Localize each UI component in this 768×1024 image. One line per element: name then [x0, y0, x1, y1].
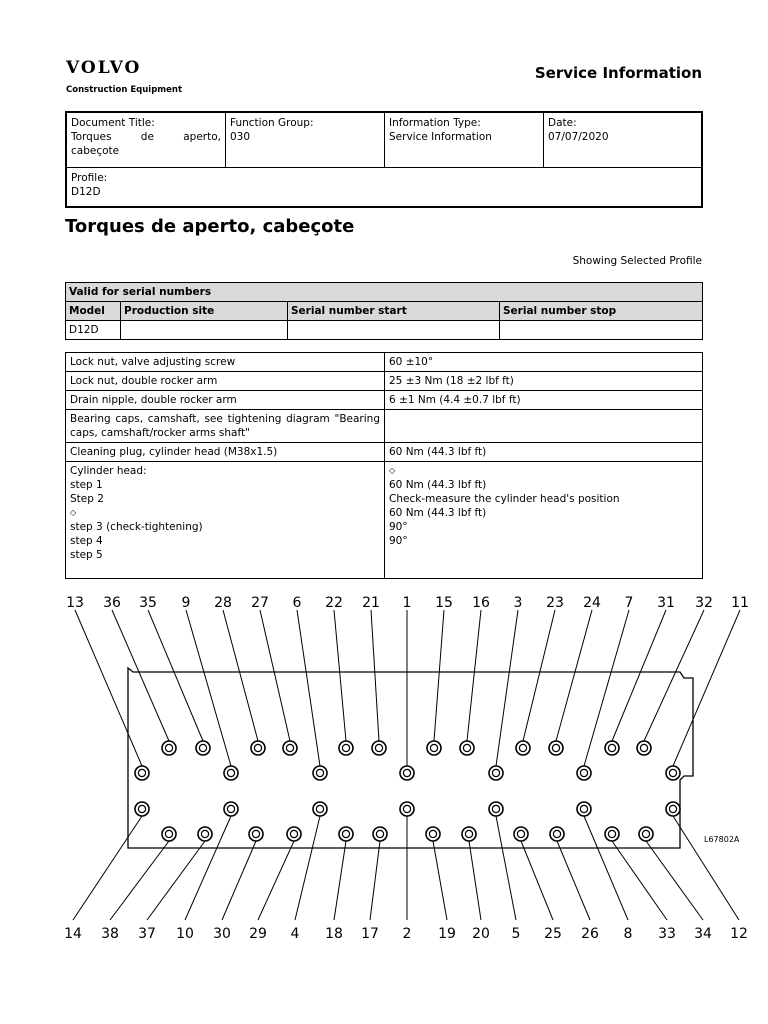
- leader-line: [612, 610, 666, 741]
- bolt-14: [135, 802, 149, 816]
- table-row: [66, 410, 703, 443]
- table-row: [66, 462, 703, 579]
- bolt-label-11: 11: [731, 595, 749, 611]
- bolt-label-8: 8: [623, 926, 633, 942]
- bolt-label-33: 33: [658, 926, 676, 942]
- bolt-2: [400, 802, 414, 816]
- bolt-label-38: 38: [101, 926, 119, 942]
- step-line: ◇: [70, 508, 77, 517]
- bolt-label-4: 4: [290, 926, 300, 942]
- leader-line: [260, 610, 290, 741]
- bolt-27: [283, 741, 297, 755]
- bolt-label-5: 5: [511, 926, 521, 942]
- bolt-38: [162, 827, 176, 841]
- bolt-label-19: 19: [438, 926, 456, 942]
- leader-line: [223, 610, 258, 741]
- bolt-label-22: 22: [325, 595, 343, 611]
- bolt-5: [489, 802, 503, 816]
- profile-cell: [66, 168, 702, 208]
- bolt-7: [577, 766, 591, 780]
- table-row: [66, 372, 703, 391]
- leader-line: [646, 841, 703, 920]
- leader-line: [673, 816, 739, 920]
- cylinder-head-values: [385, 462, 703, 579]
- col-production-site: Production site: [121, 302, 288, 321]
- leader-line: [434, 610, 444, 741]
- step-line: Cylinder head:: [70, 465, 147, 477]
- bolt-label-18: 18: [325, 926, 343, 942]
- value-line: ◇: [389, 466, 396, 475]
- leader-line: [557, 841, 590, 920]
- bolt-label-32: 32: [695, 595, 713, 611]
- volvo-logo: VOLVO: [66, 58, 142, 78]
- step-line: Step 2: [70, 493, 104, 505]
- bolt-6: [313, 766, 327, 780]
- doc-title-cell: [66, 112, 226, 168]
- bolt-22: [339, 741, 353, 755]
- leader-line: [673, 610, 740, 766]
- bolt-label-26: 26: [581, 926, 599, 942]
- bolt-1: [400, 766, 414, 780]
- bolt-label-27: 27: [251, 595, 269, 611]
- table-row: [66, 353, 703, 372]
- value-line: Check-measure the cylinder head's position: [389, 493, 620, 505]
- bolt-label-21: 21: [362, 595, 380, 611]
- bolt-label-31: 31: [657, 595, 675, 611]
- logo-subtitle: Construction Equipment: [66, 85, 183, 95]
- bolt-label-15: 15: [435, 595, 453, 611]
- showing-profile-note: Showing Selected Profile: [572, 255, 702, 267]
- bolt-label-17: 17: [361, 926, 379, 942]
- bolt-label-7: 7: [624, 595, 634, 611]
- bolt-label-9: 9: [181, 595, 191, 611]
- bolt-19: [426, 827, 440, 841]
- leader-line: [297, 610, 320, 766]
- serial-caption: Valid for serial numbers: [66, 283, 703, 302]
- bolt-34: [639, 827, 653, 841]
- leader-line: [644, 610, 704, 741]
- bolt-label-20: 20: [472, 926, 490, 942]
- leader-line: [222, 841, 256, 920]
- bolt-12: [666, 802, 680, 816]
- bolt-13: [135, 766, 149, 780]
- date-value: 07/07/2020: [548, 131, 609, 143]
- info-type-label: Information Type:: [389, 117, 481, 129]
- bolt-label-6: 6: [292, 595, 302, 611]
- bolt-label-30: 30: [213, 926, 231, 942]
- date-label: Date:: [548, 117, 577, 129]
- leader-line: [370, 841, 380, 920]
- function-group-value: 030: [230, 131, 251, 143]
- page-title: Torques de aperto, cabeçote: [65, 216, 355, 237]
- leader-line: [334, 610, 346, 741]
- bolt-37: [198, 827, 212, 841]
- leader-line: [147, 841, 205, 920]
- profile-value: D12D: [71, 186, 101, 198]
- leader-line: [112, 610, 169, 741]
- function-group-label: Function Group:: [230, 117, 314, 129]
- bolt-31: [605, 741, 619, 755]
- bolt-label-16: 16: [472, 595, 490, 611]
- leader-line: [496, 816, 516, 920]
- step-line: step 4: [70, 535, 103, 547]
- torque-item: Cleaning plug, cylinder head (M38x1.5): [66, 443, 385, 462]
- serial-numbers-table: [65, 282, 703, 340]
- diagram-reference: L67802A: [704, 835, 740, 844]
- table-row: [66, 443, 703, 462]
- table-cell: [121, 321, 288, 340]
- info-type-cell: [385, 112, 544, 168]
- bolt-label-29: 29: [249, 926, 267, 942]
- bolt-label-23: 23: [546, 595, 564, 611]
- bolt-label-12: 12: [730, 926, 748, 942]
- leader-line: [258, 841, 294, 920]
- value-line: 60 Nm (44.3 lbf ft): [389, 507, 487, 519]
- leader-line: [469, 841, 481, 920]
- torque-value: [385, 410, 703, 443]
- bolt-label-34: 34: [694, 926, 712, 942]
- leader-line: [523, 610, 555, 741]
- leader-line: [75, 610, 142, 766]
- bolt-label-14: 14: [64, 926, 82, 942]
- bolt-35: [196, 741, 210, 755]
- torque-value: 25 ±3 Nm (18 ±2 lbf ft): [385, 372, 703, 391]
- bolt-10: [224, 802, 238, 816]
- info-type-value: Service Information: [389, 131, 492, 143]
- bolt-label-1: 1: [402, 595, 412, 611]
- leader-line: [612, 841, 667, 920]
- leader-line: [73, 816, 142, 920]
- doc-title-label: Document Title:: [71, 117, 155, 129]
- cylinder-head-steps: [66, 462, 385, 579]
- value-line: 60 Nm (44.3 lbf ft): [389, 479, 487, 491]
- leader-line: [371, 610, 379, 741]
- bolt-16: [460, 741, 474, 755]
- bolt-15: [427, 741, 441, 755]
- bolt-label-10: 10: [176, 926, 194, 942]
- bolt-30: [249, 827, 263, 841]
- doc-title-line2: cabeçote: [71, 145, 120, 157]
- leader-line: [433, 841, 447, 920]
- col-serial-start: Serial number start: [288, 302, 500, 321]
- torque-item: Lock nut, double rocker arm: [66, 372, 385, 391]
- leader-line: [148, 610, 203, 741]
- bolt-label-36: 36: [103, 595, 121, 611]
- leader-line: [521, 841, 553, 920]
- bolt-23: [516, 741, 530, 755]
- leader-line: [496, 610, 518, 766]
- bolt-label-35: 35: [139, 595, 157, 611]
- torque-item: Lock nut, valve adjusting screw: [66, 353, 385, 372]
- bolt-4: [313, 802, 327, 816]
- bolt-9: [224, 766, 238, 780]
- doc-title-line1: Torques de aperto,: [71, 131, 221, 143]
- bolt-26: [550, 827, 564, 841]
- bolt-label-28: 28: [214, 595, 232, 611]
- torque-item: Bearing caps, camshaft, see tightening diagram "Bearing caps, camshaft/rocker arms shaft": [66, 410, 385, 443]
- bolt-33: [605, 827, 619, 841]
- bolt-label-25: 25: [544, 926, 562, 942]
- bolt-label-13: 13: [66, 595, 84, 611]
- value-line: 90°: [389, 535, 408, 547]
- function-group-cell: [226, 112, 385, 168]
- torque-value: 60 Nm (44.3 lbf ft): [385, 443, 703, 462]
- cylinder-head-outline: [128, 668, 693, 848]
- torque-value: 60 ±10°: [385, 353, 703, 372]
- bolt-18: [339, 827, 353, 841]
- bolt-label-2: 2: [402, 926, 412, 942]
- profile-label: Profile:: [71, 172, 108, 184]
- bolt-32: [637, 741, 651, 755]
- bolt-25: [514, 827, 528, 841]
- leader-line: [467, 610, 481, 741]
- step-line: step 3 (check-tightening): [70, 521, 203, 533]
- torque-value: 6 ±1 Nm (4.4 ±0.7 lbf ft): [385, 391, 703, 410]
- step-line: step 5: [70, 549, 103, 561]
- service-information-heading: Service Information: [534, 64, 702, 82]
- bolt-21: [372, 741, 386, 755]
- bolt-24: [549, 741, 563, 755]
- value-line: 90°: [389, 521, 408, 533]
- bolt-36: [162, 741, 176, 755]
- leader-line: [556, 610, 592, 741]
- bolt-29: [287, 827, 301, 841]
- bolt-8: [577, 802, 591, 816]
- bolt-3: [489, 766, 503, 780]
- date-cell: [544, 112, 703, 168]
- table-row: [66, 391, 703, 410]
- bolt-label-37: 37: [138, 926, 156, 942]
- col-serial-stop: Serial number stop: [500, 302, 703, 321]
- step-line: step 1: [70, 479, 103, 491]
- torque-table: [65, 352, 703, 579]
- bolt-17: [373, 827, 387, 841]
- table-cell: [500, 321, 703, 340]
- bolt-11: [666, 766, 680, 780]
- bolt-label-24: 24: [583, 595, 601, 611]
- table-cell: D12D: [66, 321, 121, 340]
- torque-item: Drain nipple, double rocker arm: [66, 391, 385, 410]
- bolt-28: [251, 741, 265, 755]
- leader-line: [110, 841, 169, 920]
- table-cell: [288, 321, 500, 340]
- document-info-table: [65, 111, 703, 208]
- col-model: Model: [66, 302, 121, 321]
- bolt-label-3: 3: [513, 595, 523, 611]
- leader-line: [334, 841, 346, 920]
- bolt-20: [462, 827, 476, 841]
- cylinder-head-tightening-diagram: [0, 580, 768, 1024]
